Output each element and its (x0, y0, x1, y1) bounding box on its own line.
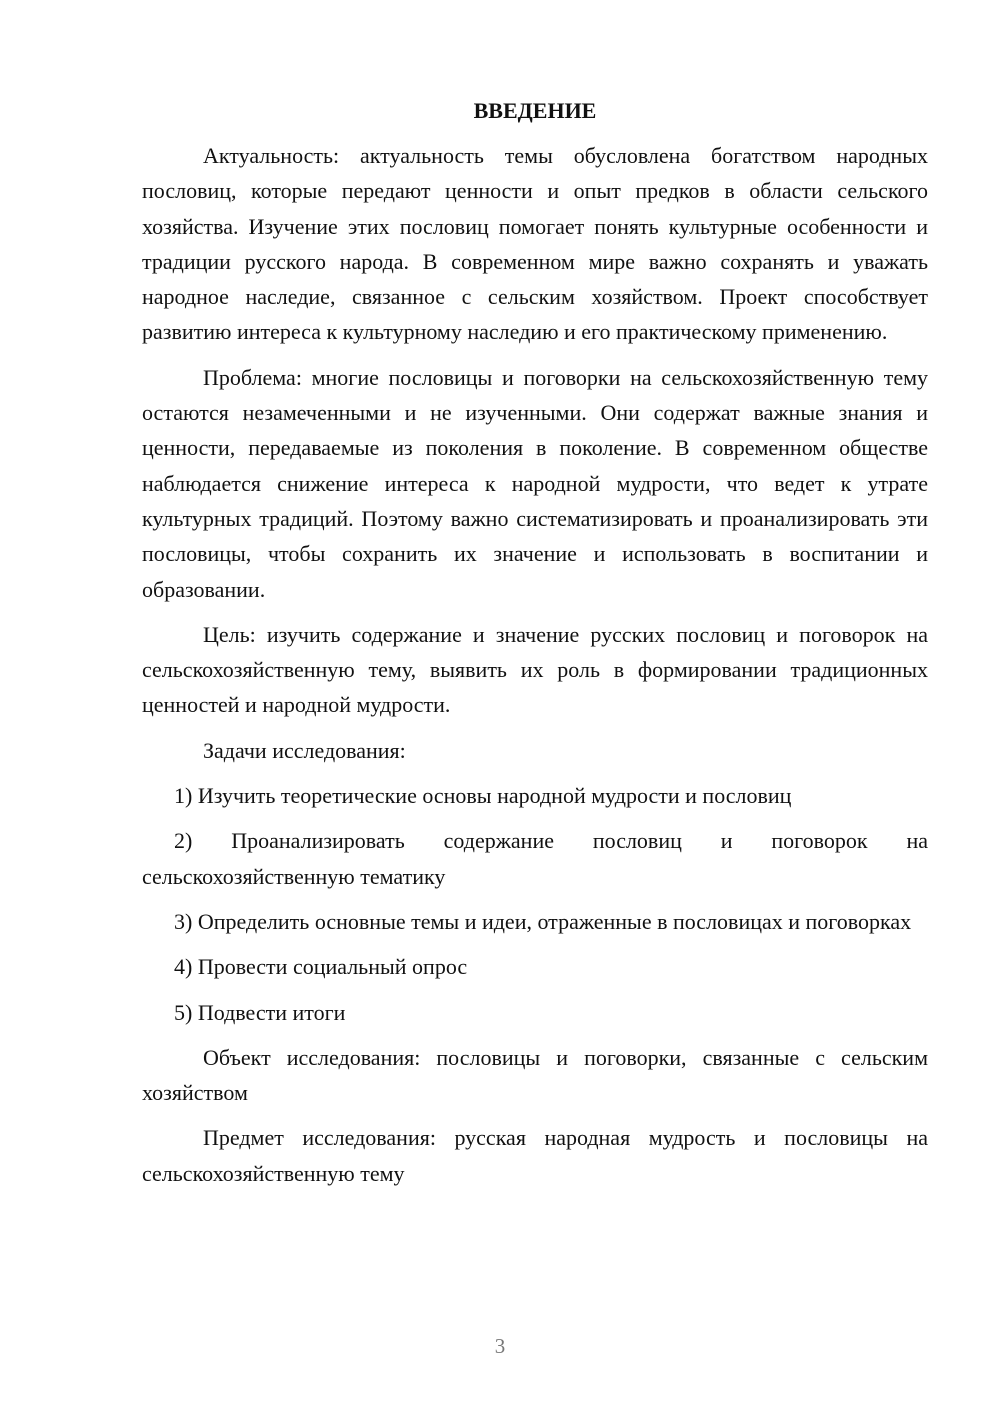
page-number: 3 (494, 1334, 506, 1358)
task-item: 1) Изучить теоретические основы народной мудрости и пословиц (174, 783, 792, 809)
paragraph-goal: Цель: изучить содержание и значение русских пословиц и поговорок на сельскохозяйственную тему, выявить их роль в формировании традиционных ценностей и народной мудрости. (142, 621, 928, 718)
document-page (142, 96, 928, 1201)
task-item: 2) Проанализировать содержание пословиц и поговорок на сельскохозяйственную тематику (142, 828, 928, 889)
task-item: 3) Определить основные темы и идеи, отраженные в пословицах и поговорках (174, 908, 912, 934)
task-item: 5) Подвести итоги (174, 999, 346, 1025)
paragraph-relevance: Актуальность: актуальность темы обусловлена богатством народных пословиц, которые передают ценности и опыт предков в области сельского хозяйства. Изучение этих пословиц помогает понять культурные особенности и традиции русского народа. В современном мире важно сохранять и уважать народное наследие, связанное с сельским хозяйством. Проект способствует развитию интереса к культурному наследию и его практическому применению. (142, 143, 928, 345)
paragraph-tasks-heading: Задачи исследования: (203, 737, 406, 763)
paragraph-problem: Проблема: многие пословицы и поговорки на сельскохозяйственную тему остаются незамеченными и не изученными. Они содержат важные знания и ценности, передаваемые из поколения в поколение. В современном обществе наблюдается снижение интереса к народной мудрости, что ведет к утрате культурных традиций. Поэтому важно систематизировать и проанализировать эти пословицы, чтобы сохранить их значение и использовать в воспитании и образовании. (142, 364, 928, 602)
paragraph-object: Объект исследования: пословицы и поговорки, связанные с сельским хозяйством (142, 1044, 928, 1106)
section-title: ВВЕДЕНИЕ (473, 98, 597, 123)
paragraph-subject: Предмет исследования: русская народная мудрость и пословицы на сельскохозяйственную тему (142, 1125, 928, 1186)
task-item: 4) Провести социальный опрос (174, 954, 468, 980)
